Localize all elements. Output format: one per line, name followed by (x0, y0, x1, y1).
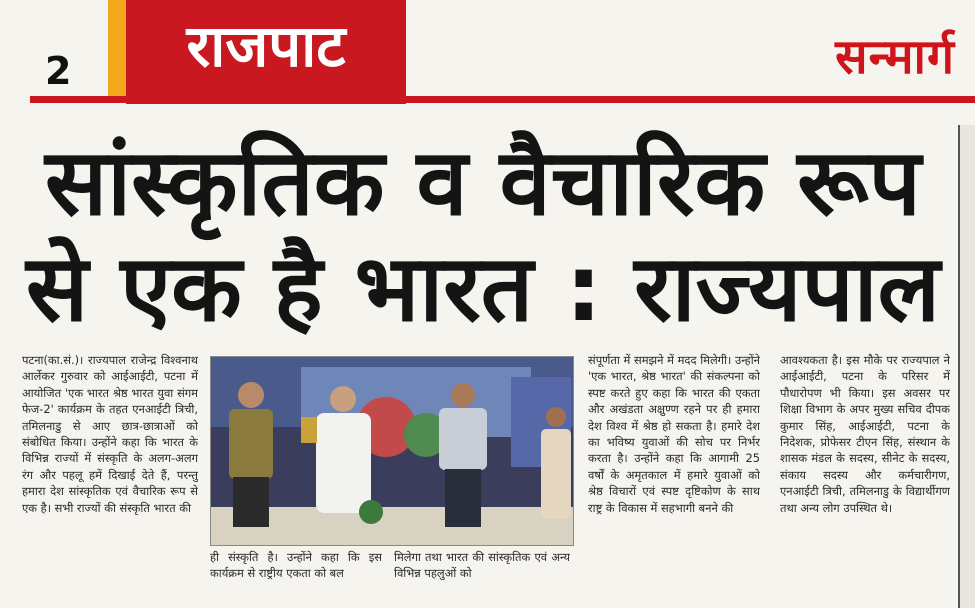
article-column-5: आवश्यकता है। इस मौके पर राज्यपाल ने आईआईटी, पटना के परिसर में पौधारोपण भी किया। इस अवसर पर शिक्षा विभाग के अपर मुख्य सचिव दीपक कुमार सिंह, आईआईटी, पटना के निदेशक, प्रोफेसर टीएन सिंह, संस्थान के शासक मंडल के सदस्य, सीनेट के सदस्य, संकाय सदस्य और कर्मचारीगण, एनआईटी त्रिची, तमिलनाडु के विद्यार्थीगण तथा अन्य लोग उपस्थित थे। (780, 353, 950, 515)
news-photo (210, 356, 574, 546)
article-column-3: मिलेगा तथा भारत की सांस्कृतिक एवं अन्य विभिन्न पहलुओं को (394, 550, 570, 581)
newspaper-masthead: सन्मार्ग (835, 29, 955, 85)
article-column-2: ही संस्कृति है। उन्होंने कहा कि इस कार्यक्रम से राष्ट्रीय एकता को बल (210, 550, 382, 581)
event-photo-illustration (211, 357, 573, 545)
accent-strip (108, 0, 126, 96)
header-rule (30, 96, 975, 103)
headline-line-1: सांस्कृतिक व वैचारिक रूप (45, 129, 921, 236)
article-column-1: पटना(का.सं.)। राज्यपाल राजेन्द्र विश्वनाथ आर्लेकर गुरुवार को आईआईटी, पटना में आयोजित 'एक भारत श्रेष्ठ भारत युवा संगम फेज-2' कार्यक्रम के तहत एनआईटी त्रिची, तमिलनाडु से आए छात्र-छात्राओं को संबोधित किया। उन्होंने कहा कि भारत के विभिन्न राज्यों में संस्कृति के अलग-अलग रंग और पहलू हमें दिखाई देते हैं, परन्तु हमारा देश सांस्कृतिक एवं वैचारिक रूप से एक है। सभी राज्यों की संस्कृति भारत की (22, 353, 198, 515)
headline-line-2: से एक है भारत : राज्यपाल (26, 235, 940, 342)
section-title: राजपाट (186, 12, 346, 80)
adjacent-column-edge (958, 125, 975, 608)
article-column-4: संपूर्णता में समझने में मदद मिलेगी। उन्होंने 'एक भारत, श्रेष्ठ भारत' की संकल्पना को स्पष्ट करते हुए कहा कि भारत की एकता और अखंडता अक्षुण्ण रहने पर ही हमारा देश विश्व में श्रेष्ठ हो सकता है। हमारे देश का भविष्य युवाओं की सोच पर निर्भर करता है। उन्होंने कहा कि आगामी 25 वर्षों के अमृतकाल में हमारे युवाओं को श्रेष्ठ विचारों एवं स्पष्ट दृष्टिकोण के साथ राष्ट्र के विकास में सहभागी बनने की (588, 353, 760, 515)
page-number: 2 (45, 49, 72, 93)
